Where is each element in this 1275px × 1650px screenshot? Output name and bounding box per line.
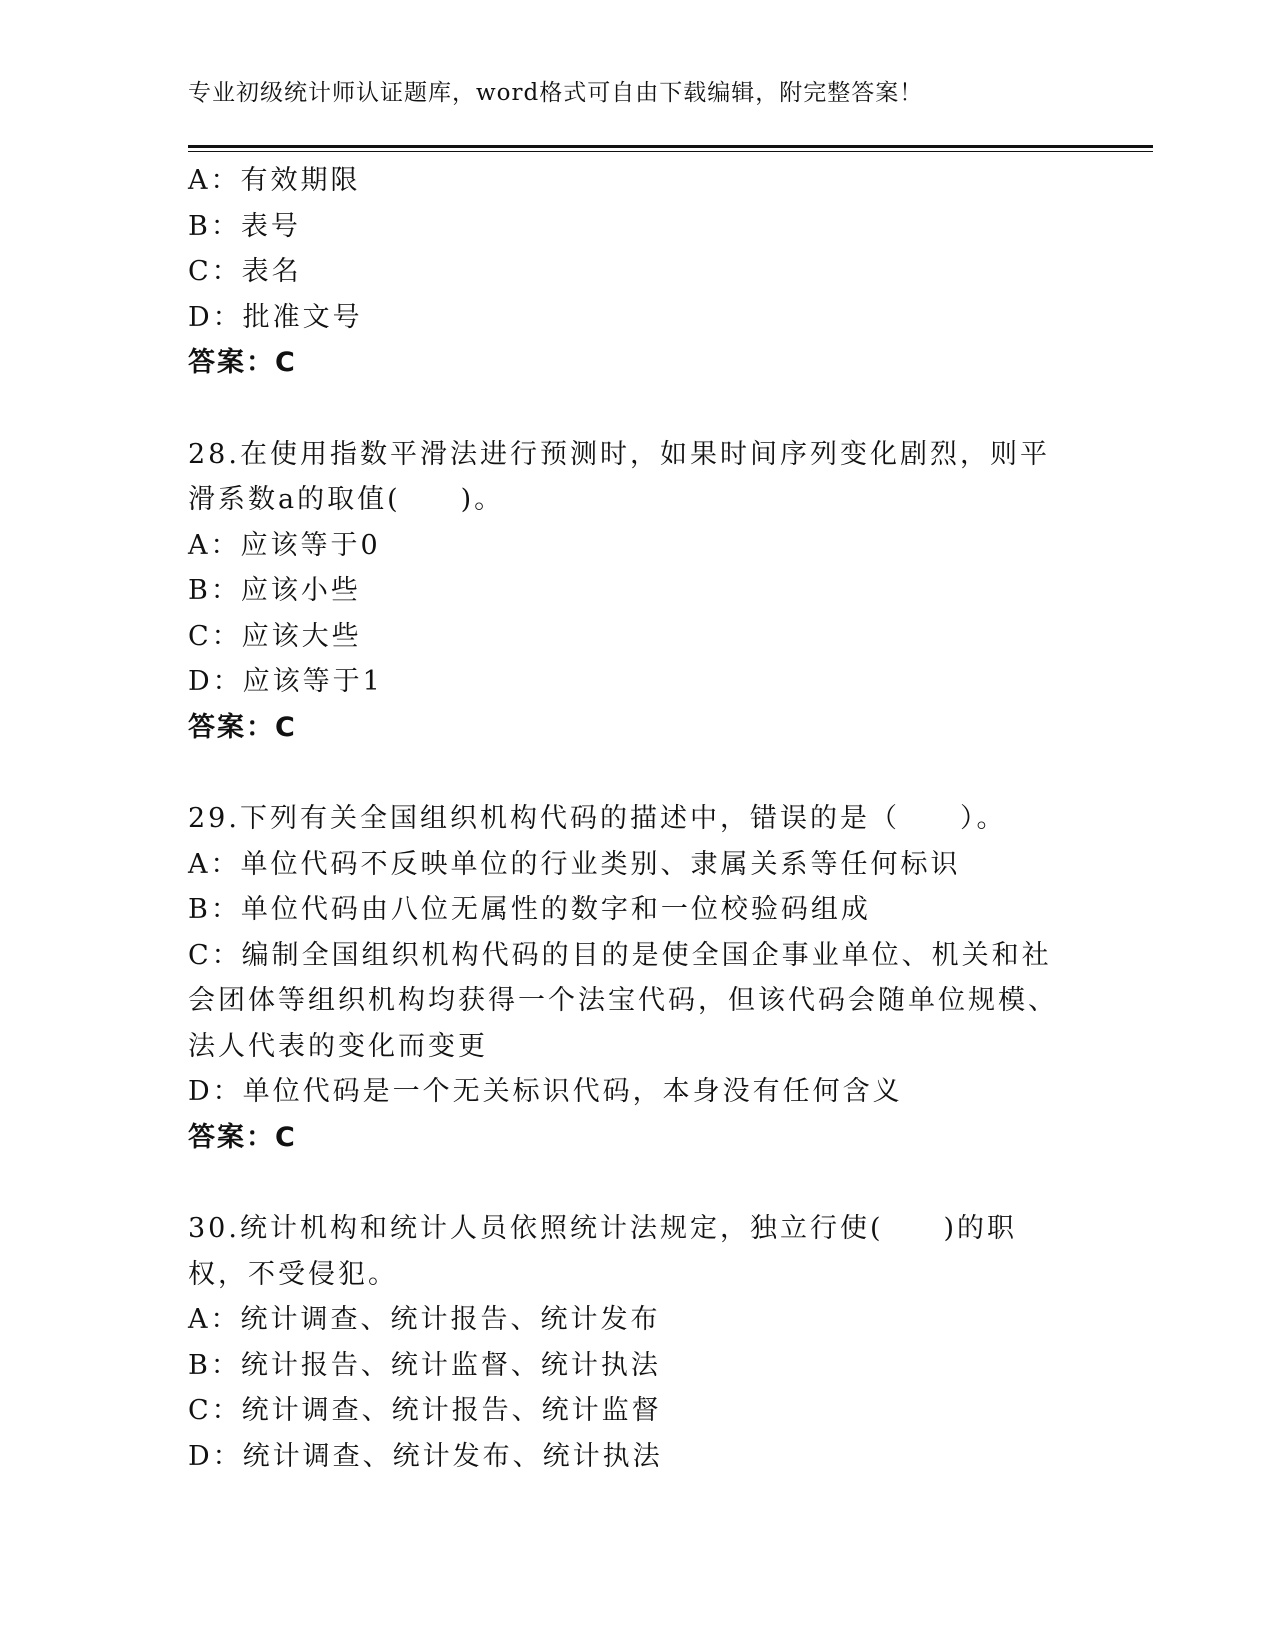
header-note: 专业初级统计师认证题库，word格式可自由下载编辑，附完整答案！ — [188, 80, 924, 106]
option-d: D：批准文号 — [188, 301, 363, 333]
option-c: C：编制全国组织机构代码的目的是使全国企事业单位、机关和社会团体等组织机构均获得一个法宝代码，但该代码会随单位规模、法人代表的变化而变更 — [188, 939, 1058, 1062]
spacer — [188, 750, 1068, 796]
answer: 答案：C — [188, 1121, 297, 1153]
header-rule-thin — [188, 151, 1153, 152]
option-d: D：单位代码是一个无关标识代码，本身没有任何含义 — [188, 1076, 903, 1107]
option-a: A：有效期限 — [188, 165, 361, 196]
option-b: B：统计报告、统计监督、统计执法 — [188, 1349, 661, 1381]
answer: 答案：C — [188, 347, 297, 378]
question-list — [188, 158, 1068, 1479]
option-d: D：应该等于1 — [188, 666, 383, 697]
option-c: C：应该大些 — [188, 620, 362, 652]
question-stem: 30.统计机构和统计人员依照统计法规定，独立行使( )的职权，不受侵犯。 — [188, 1213, 1018, 1290]
option-a: A：单位代码不反映单位的行业类别、隶属关系等任何标识 — [188, 848, 961, 880]
question-stem: 28.在使用指数平滑法进行预测时，如果时间序列变化剧烈，则平滑系数a的取值( )。 — [188, 438, 1050, 515]
question-30 — [188, 1206, 1068, 1479]
option-a: A：应该等于0 — [188, 529, 381, 561]
option-b: B：表号 — [188, 210, 301, 242]
option-b: B：单位代码由八位无属性的数字和一位校验码组成 — [188, 894, 871, 925]
option-c: C：统计调查、统计报告、统计监督 — [188, 1395, 662, 1426]
spacer — [188, 1160, 1068, 1206]
question-29 — [188, 796, 1068, 1160]
question-stem: 29.下列有关全国组织机构代码的描述中，错误的是（ ）。 — [188, 803, 1007, 834]
question-27 — [188, 158, 1068, 386]
option-c: C：表名 — [188, 256, 302, 287]
question-28 — [188, 432, 1068, 751]
option-d: D：统计调查、统计发布、统计执法 — [188, 1440, 663, 1472]
option-a: A：统计调查、统计报告、统计发布 — [188, 1304, 661, 1335]
header-rule-thick — [188, 145, 1153, 148]
option-b: B：应该小些 — [188, 575, 361, 606]
answer: 答案：C — [188, 711, 297, 743]
spacer — [188, 386, 1068, 432]
